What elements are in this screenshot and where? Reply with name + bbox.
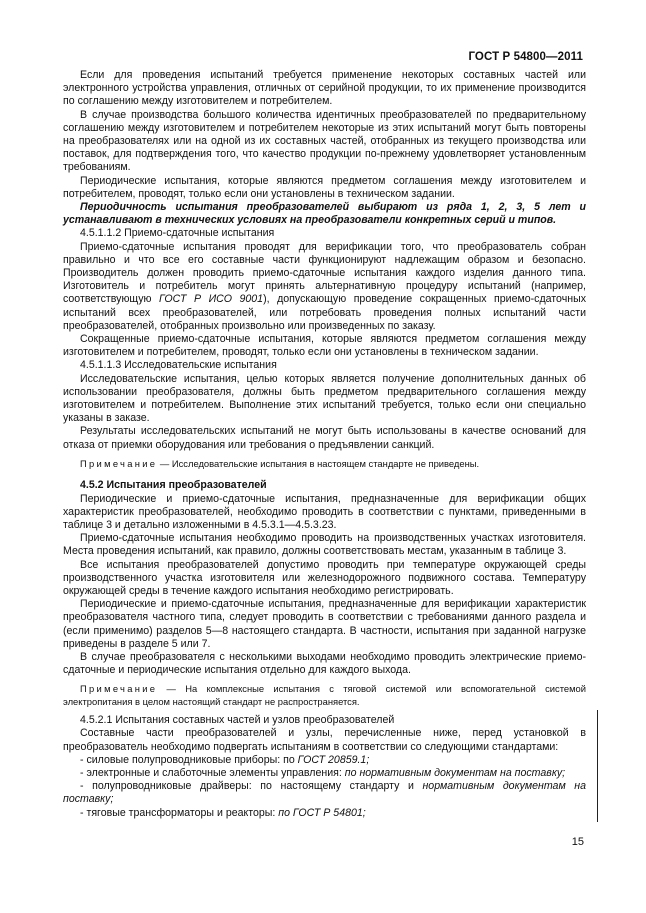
text-part: - полупроводниковые драйверы: по настоящему стандарту и — [80, 780, 423, 793]
standard-reference: ГОСТ Р ИСО 9001 — [159, 293, 264, 306]
standard-reference: по ГОСТ Р 54801; — [278, 806, 366, 819]
paragraph-specific-type: Периодические и приемо-сдаточные испытания, предназначенные для верификации характеристик преобразователя частного типа, следует проводить в соответствии с требованиями данного раздела и (если применимо) разделов 5—8 настоящего стандарта. В частности, испытания при заданной нагрузке приведены в разделе 5 или 7. — [63, 598, 586, 650]
standard-reference: по нормативным документам на поставку; — [344, 766, 566, 779]
note-complex-tests — [63, 683, 586, 708]
text-part: - тяговые трансформаторы и реакторы: — [80, 806, 279, 819]
page-header: ГОСТ Р 54800—2011 — [468, 51, 583, 63]
clause-4-5-2-1: 4.5.2.1 Испытания составных частей и узлов преобразователей — [80, 714, 395, 727]
note-label: Примечание — [80, 683, 158, 695]
paragraph-custom-parts: Если для проведения испытаний требуется применение некоторых составных частей или электронного устройства управления, отличных от серийной продукции, то их применение производится по соглашению между изготовителем и потребителем. — [63, 69, 586, 108]
clause-4-5-2: 4.5.2 Испытания преобразователей — [80, 479, 267, 492]
paragraph-periodicity: Периодичность испытания преобразователей выбирают из ряда 1, 2, 3, 5 лет и устанавливают в технических условиях на преобразователи конкретных серий и типов. — [63, 201, 586, 227]
paragraph-periodic-tests: Периодические испытания, которые являются предметом соглашения между изготовителем и потребителем, проводят, только если они установлены в техническом задании. — [63, 174, 586, 200]
text-part: ), допускающую проведение сокращенных приемо-сдаточных испытаний всех преобразователей, или потребовать проведения полных испытаний части преобразователей, отобранных произвольно или произведенных по заказу. — [63, 293, 586, 332]
paragraph-research-tests: Исследовательские испытания, целью которых является получение дополнительных данных об использовании преобразователя, должны быть предметом предварительного соглашения между изготовителем и потребителем. Выполнение этих испытаний требуется, только если они специально указаны в заказе. — [63, 372, 586, 425]
paragraph-research-results: Результаты исследовательских испытаний не могут быть использованы в качестве оснований для отказа от приемки оборудования или требования о предъявлении санкций. — [63, 425, 586, 451]
paragraph-multiple-outputs: В случае преобразователя с несколькими выходами необходимо проводить электрические приемо-сдаточные и периодические испытания отдельно для каждого выхода. — [63, 650, 586, 677]
page-number: 15 — [571, 836, 584, 848]
clause-4-5-1-1-2: 4.5.1.1.2 Приемо-сдаточные испытания — [80, 227, 275, 240]
change-bar — [597, 710, 598, 822]
note-text: Исследовательские испытания в настоящем стандарте не приведены. — [171, 457, 480, 469]
paragraph-reduced-tests: Сокращенные приемо-сдаточные испытания, которые являются предметом соглашения между изготовителем и потребителем, проводят, только если они установлены в техническом задании. — [63, 333, 586, 359]
standard-reference: ГОСТ 20859.1; — [297, 753, 370, 766]
list-item-semiconductor-drivers — [63, 780, 586, 806]
paragraph-mass-production: В случае производства большого количества идентичных преобразователей по предварительному соглашению между изготовителем и потребителем некоторые из этих испытаний могут быть повторены на преобразователях или на одной из их составных частей, отобранных из текущего производства или поставок, для подтверждения того, что качество продукции по-прежнему удовлетворяет установленным требованиям. — [63, 108, 586, 174]
note-dash: — — [157, 683, 186, 695]
paragraph-components-list-intro: Составные части преобразователей и узлы, перечисленные ниже, перед установкой в преобразователь необходимо подвергать испытаниям в соответствии со следующими стандартами: — [63, 727, 586, 753]
clause-4-5-1-1-3: 4.5.1.1.3 Исследовательские испытания — [80, 359, 277, 372]
document-body — [63, 69, 586, 820]
list-item-electronic-elements — [63, 767, 586, 780]
note-research — [63, 458, 586, 470]
text-part: - электронные и слаботочные элементы управления: — [80, 766, 345, 779]
note-text: На комплексные испытания с тяговой системой или вспомогательной системой электропитания в целом настоящий стандарт не распространяется. — [63, 683, 586, 707]
list-item-power-semiconductors — [63, 754, 586, 767]
paragraph-general-characteristics: Периодические и приемо-сдаточные испытания, предназначенные для верификации общих характеристик преобразователей, необходимо проводить в соответствии с пунктами, приведенными в таблице 3 и детально изложенными в 4.5.3.1—4.5.3.23. — [63, 492, 586, 531]
list-item-traction-transformers — [63, 807, 586, 820]
paragraph-acceptance-tests — [63, 241, 586, 333]
paragraph-ambient-temperature: Все испытания преобразователей допустимо проводить при температуре окружающей среды производственного участка изготовителя или железнодорожного подвижного состава. Температуру окружающей среды в течение каждого испытания необходимо регистрировать. — [63, 558, 586, 597]
note-dash: — — [157, 457, 172, 469]
text-part: - силовые полупроводниковые приборы: по — [80, 753, 298, 766]
text-part: Приемо-сдаточные испытания проводят для верификации того, что преобразователь собран правильно и что все его составные части функционируют надлежащим образом и безопасно. Производитель должен проводить приемо-сдаточные испытания каждого изделия данного типа. Изготовитель и потребитель могут принять альтернативную процедуру испытаний (например, соответствующую — [63, 240, 586, 306]
standard-reference: нормативным документам на поставку; — [63, 780, 587, 806]
note-label: Примечание — [80, 457, 158, 469]
paragraph-test-locations: Приемо-сдаточные испытания необходимо проводить на производственных участках изготовителя. Места проведения испытаний, как правило, должны соответствовать местам, указанным в таблице 3. — [63, 532, 586, 558]
